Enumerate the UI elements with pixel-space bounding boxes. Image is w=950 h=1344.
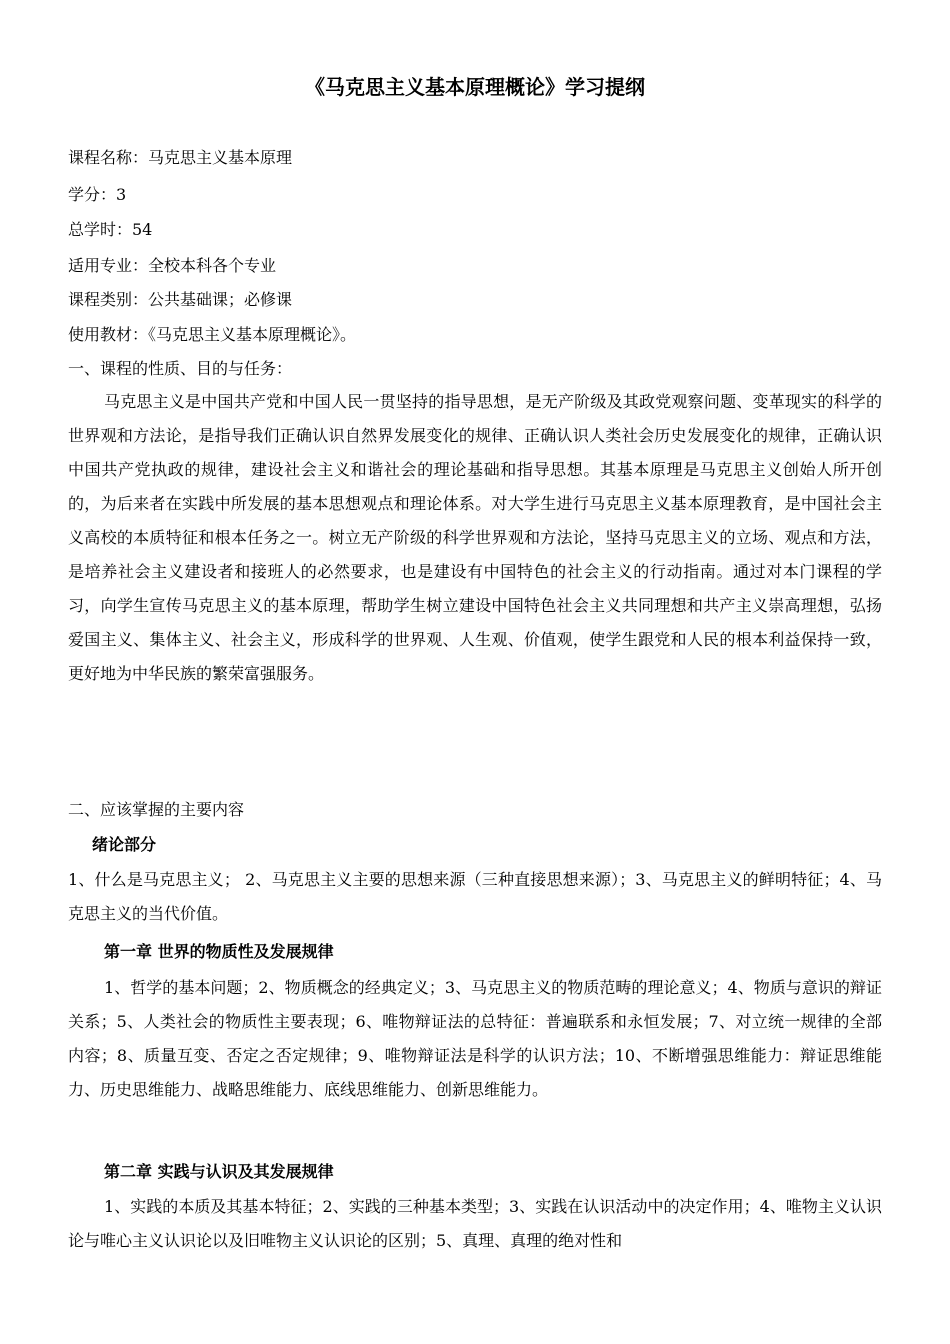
course-name-line: 课程名称：马克思主义基本原理: [68, 148, 293, 167]
majors-line: 适用专业：全校本科各个专业: [68, 256, 277, 275]
chapter2-body: 1、实践的本质及其基本特征；2、实践的三种基本类型；3、实践在认识活动中的决定作用；4、唯物主义认识论与唯心主义认识论以及旧唯物主义认识论的区别；5、真理、真理的绝对性和: [68, 1197, 882, 1250]
document-title: 《马克思主义基本原理概论》学习提纲: [305, 75, 645, 99]
chapter1-body: 1、哲学的基本问题；2、物质概念的经典定义；3、马克思主义的物质范畴的理论意义；4、物质与意识的辩证关系；5、人类社会的物质性主要表现；6、唯物辩证法的总特征：普遍联系和永恒发展；7、对立统一规律的全部内容；8、质量互变、否定之否定规律；9、唯物辩证法是科学的认识方法；10、不断增强思维能力：辩证思维能力、历史思维能力、战略思维能力、底线思维能力、创新思维能力。: [68, 978, 882, 1099]
category-line: 课程类别：公共基础课；必修课: [68, 290, 293, 309]
chapter1-heading: 第一章 世界的物质性及发展规律: [104, 942, 334, 961]
section1-heading: 一、课程的性质、目的与任务：: [68, 359, 293, 378]
credits-line: 学分：3: [68, 185, 127, 204]
section1-body: 马克思主义是中国共产党和中国人民一贯坚持的指导思想，是无产阶级及其政党观察问题、变革现实的科学的世界观和方法论，是指导我们正确认识自然界发展变化的规律、正确认识人类社会历史发展变化的规律，正确认识中国共产党执政的规律，建设社会主义和谐社会的理论基础和指导思想。其基本原理是马克思主义创始人所开创的，为后来者在实践中所发展的基本思想观点和理论体系。对大学生进行马克思主义基本原理教育，是中国社会主义高校的本质特征和根本任务之一。树立无产阶级的科学世界观和方法论，坚持马克思主义的立场、观点和方法，是培养社会主义建设者和接班人的必然要求，也是建设有中国特色的社会主义的行动指南。通过对本门课程的学习，向学生宣传马克思主义的基本原理，帮助学生树立建设中国特色社会主义共同理想和共产主义崇高理想，弘扬爱国主义、集体主义、社会主义，形成科学的世界观、人生观、价值观，使学生跟党和人民的根本利益保持一致，更好地为中华民族的繁荣富强服务。: [68, 392, 882, 683]
intro-body: 1、什么是马克思主义； 2、马克思主义主要的思想来源（三种直接思想来源）；3、马克思主义的鲜明特征；4、马克思主义的当代价值。: [68, 870, 882, 923]
section2-heading: 二、应该掌握的主要内容: [68, 800, 245, 819]
intro-heading: 绪论部分: [92, 835, 157, 854]
chapter2-heading: 第二章 实践与认识及其发展规律: [104, 1162, 334, 1181]
textbook-line: 使用教材：《马克思主义基本原理概论》。: [68, 325, 357, 344]
hours-line: 总学时：54: [68, 220, 153, 239]
